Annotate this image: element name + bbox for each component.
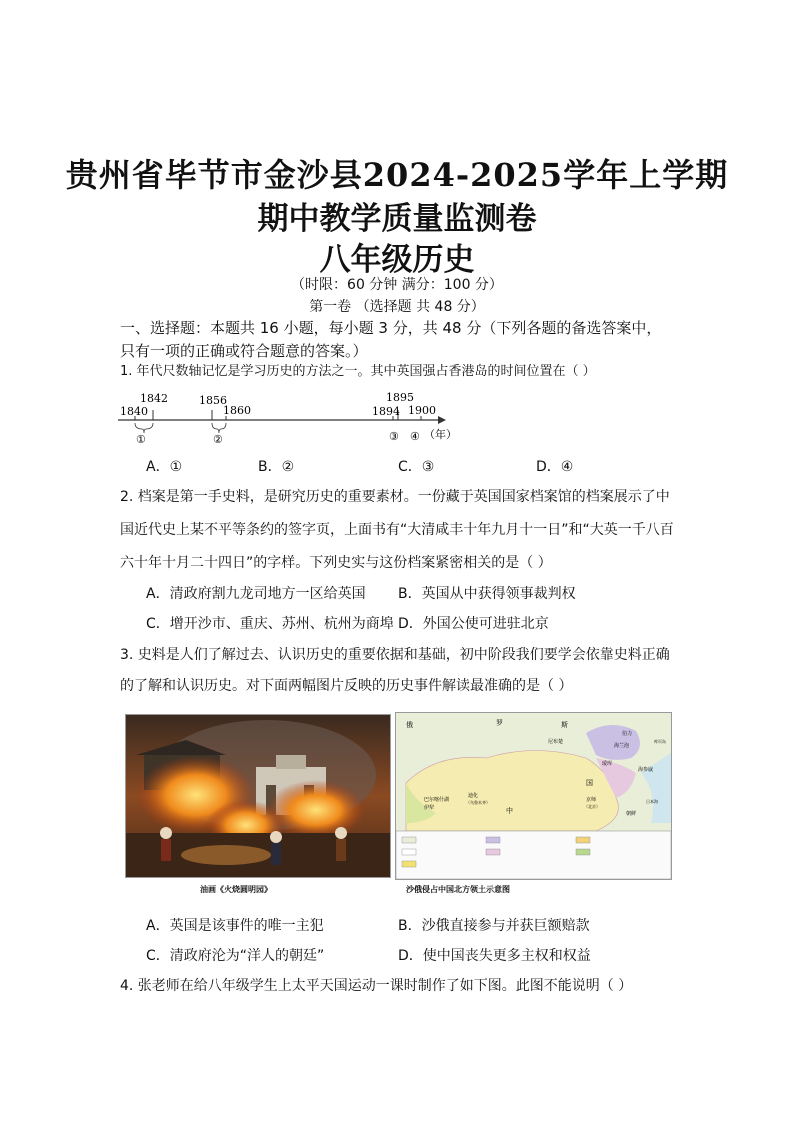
map-caption: 沙俄侵占中国北方领土示意图	[406, 885, 510, 894]
q3-option-b[interactable]: B．沙俄直接参与并获巨额赔款	[398, 918, 590, 934]
volume-heading: 第一卷 （选择题 共 48 分）	[309, 299, 485, 315]
q1-stem: 1. 年代尺数轴记忆是学习历史的方法之一。其中英国强占香港岛的时间位置在（ ）	[120, 364, 596, 379]
q2-option-d[interactable]: D．外国公使可进驻北京	[398, 616, 549, 632]
map-label-bl: 伯力	[622, 731, 633, 737]
q2-option-b[interactable]: B．英国从中获得领事裁判权	[398, 586, 576, 602]
q1-option-b[interactable]: B．②	[258, 459, 295, 475]
map-label-beh: 巴尔喀什湖	[424, 797, 450, 803]
year-1856: 1856	[199, 394, 227, 407]
map-label-cx: 朝鲜	[626, 811, 637, 817]
q1-option-c[interactable]: C．③	[398, 459, 435, 475]
map-label-yl: 伊犁	[424, 805, 435, 811]
mark-2: ②	[213, 433, 223, 446]
burning-palace-painting	[125, 714, 391, 878]
title-line3: 八年级历史	[319, 242, 475, 278]
mark-1: ①	[136, 433, 146, 446]
timeline-unit: （年）	[424, 428, 457, 441]
map-label-luo: 罗	[496, 719, 503, 727]
map-label-kyd: 库页岛	[654, 739, 666, 744]
year-1895: 1895	[386, 391, 414, 404]
q3-option-a[interactable]: A．英国是该事件的唯一主犯	[146, 918, 324, 934]
q4-stem: 4. 张老师在给八年级学生上太平天国运动一课时制作了如下图。此图不能说明（ ）	[120, 978, 633, 994]
map-label-nbc: 尼布楚	[548, 739, 564, 745]
q3-option-d[interactable]: D．使中国丧失更多主权和权益	[398, 948, 591, 964]
map-label-bj: （北京）	[584, 804, 600, 809]
map-label-hlp: 海兰泡	[614, 743, 630, 749]
q2-line2: 国近代史上某不平等条约的签字页，上面书有“大清咸丰十年九月十一日”和“大英一千八百	[120, 522, 674, 538]
map-label-wlmq: （乌鲁木齐）	[466, 800, 490, 805]
q2-line3: 六十年十月二十四日”的字样。下列史实与这份档案紧密相关的是（ ）	[120, 555, 552, 571]
year-1840: 1840	[120, 405, 148, 418]
map-label-rbh: 日本海	[646, 799, 658, 804]
q1-option-d[interactable]: D．④	[536, 459, 574, 475]
map-label-guo: 国	[586, 779, 593, 787]
q2-option-a[interactable]: A．清政府割九龙司地方一区给英国	[146, 586, 366, 602]
timeline-diagram	[118, 388, 458, 446]
mark-3: ③	[389, 430, 399, 443]
russia-map	[395, 712, 672, 880]
mark-4: ④	[410, 430, 420, 443]
year-1842: 1842	[140, 392, 168, 405]
map-label-dh: 迪化	[468, 793, 479, 799]
map-label-zhong: 中	[506, 807, 513, 815]
q2-option-c[interactable]: C．增开沙市、重庆、苏州、杭州为商埠	[146, 616, 394, 632]
q1-option-a[interactable]: A．①	[146, 459, 183, 475]
timeline-arrow	[438, 416, 446, 424]
map-label-e: 俄	[406, 721, 413, 729]
map-label-hsw: 海参崴	[638, 767, 654, 773]
time-score: （时限：60 分钟 满分：100 分）	[291, 277, 503, 293]
map-label-si: 斯	[561, 721, 568, 729]
map-label-ah: 瑷珲	[602, 761, 613, 767]
title-line1: 贵州省毕节市金沙县2024-2025学年上学期	[65, 156, 729, 194]
year-1860: 1860	[223, 404, 251, 417]
map-label-js: 京师	[586, 797, 597, 803]
painting-caption: 油画《火烧圆明园》	[200, 885, 272, 894]
q3-line2: 的了解和认识历史。对下面两幅图片反映的历史事件解读最准确的是（ ）	[120, 678, 573, 694]
q3-line1: 3. 史料是人们了解过去、认识历史的重要依据和基础，初中阶段我们要学会依靠史料正确	[120, 647, 670, 663]
year-1900: 1900	[408, 404, 436, 417]
section1-line1: 一、选择题：本题共 16 小题，每小题 3 分，共 48 分（下列各题的备选答案中，	[120, 319, 662, 337]
section1-line2: 只有一项的正确或符合题意的答案。）	[120, 342, 368, 360]
q3-option-c[interactable]: C．清政府沦为“洋人的朝廷”	[146, 948, 325, 964]
title-line2: 期中教学质量监测卷	[257, 201, 537, 237]
year-1894: 1894	[372, 405, 400, 418]
q2-line1: 2. 档案是第一手史料，是研究历史的重要素材。一份藏于英国国家档案馆的档案展示了中	[120, 489, 670, 505]
